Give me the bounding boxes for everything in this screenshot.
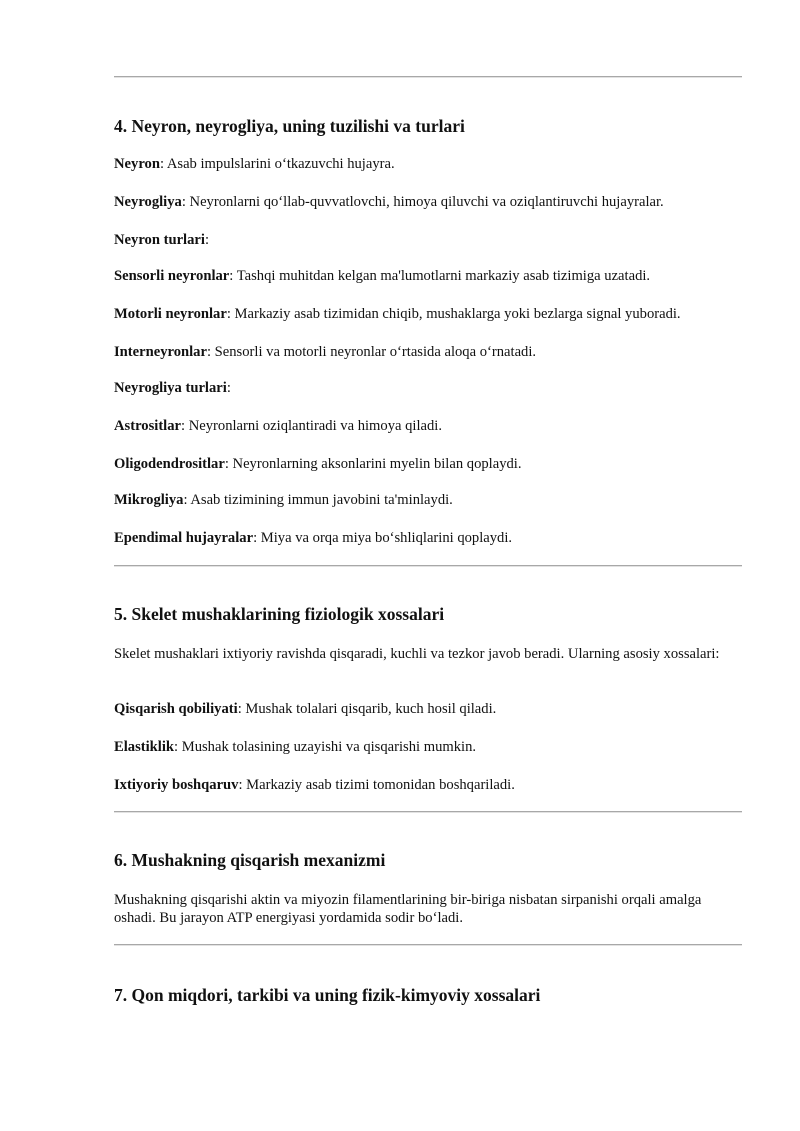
list-item: Sensorli neyronlar: Tashqi muhitdan kelgan ma'lumotlarni markaziy asab tizimiga uzatadi. <box>114 268 651 284</box>
list-item: Elastiklik: Mushak tolasining uzayishi va qisqarishi mumkin. <box>114 739 477 755</box>
term: Ixtiyoriy boshqaruv <box>114 777 239 793</box>
section-heading: 5. Skelet mushaklarining fiziologik xossalari <box>114 604 445 624</box>
list-item: Neyrogliya turlari: <box>114 380 231 396</box>
term: Mikrogliya <box>114 492 184 508</box>
paragraph: Mushakning qisqarishi aktin va miyozin filamentlarining bir-biriga nisbatan sirpanishi orqali amalga oshadi. Bu jarayon ATP energiyasi yordamida sodir bo‘ladi. <box>114 892 702 926</box>
list-item: Interneyronlar: Sensorli va motorli neyronlar o‘rtasida aloqa o‘rnatadi. <box>114 344 537 360</box>
term: Ependimal hujayralar <box>114 530 254 546</box>
divider <box>114 76 742 78</box>
section-heading: 4. Neyron, neyrogliya, uning tuzilishi va turlari <box>114 116 465 136</box>
section-heading: 6. Mushakning qisqarish mexanizmi <box>114 850 386 870</box>
divider <box>114 811 742 813</box>
list-item: Motorli neyronlar: Markaziy asab tizimidan chiqib, mushaklarga yoki bezlarga signal yuboradi. <box>114 306 681 322</box>
term: Elastiklik <box>114 739 175 755</box>
term: Oligodendrositlar <box>114 456 225 472</box>
term: Sensorli neyronlar <box>114 268 230 284</box>
paragraph: Skelet mushaklari ixtiyoriy ravishda qisqaradi, kuchli va tezkor javob beradi. Ularning asosiy xossalari: <box>114 646 720 662</box>
list-item: Mikrogliya: Asab tizimining immun javobini ta'minlaydi. <box>114 492 453 508</box>
list-item: Ependimal hujayralar: Miya va orqa miya bo‘shliqlarini qoplaydi. <box>114 530 513 546</box>
list-item: Oligodendrositlar: Neyronlarning aksonlarini myelin bilan qoplaydi. <box>114 456 522 472</box>
term: Qisqarish qobiliyati <box>114 701 238 717</box>
list-item: Neyron: Asab impulslarini o‘tkazuvchi hujayra. <box>114 156 395 172</box>
term: Neyron <box>114 156 160 172</box>
term: Interneyronlar <box>114 344 207 360</box>
term: Neyron turlari <box>114 232 205 248</box>
term: Motorli neyronlar <box>114 306 227 322</box>
list-item: Neyron turlari: <box>114 232 209 248</box>
list-item: Ixtiyoriy boshqaruv: Markaziy asab tizimi tomonidan boshqariladi. <box>114 777 515 793</box>
term: Neyrogliya <box>114 194 182 210</box>
term: Neyrogliya turlari <box>114 380 227 396</box>
list-item: Astrositlar: Neyronlarni oziqlantiradi va himoya qiladi. <box>114 418 443 434</box>
divider <box>114 565 742 567</box>
term: Astrositlar <box>114 418 182 434</box>
section-heading: 7. Qon miqdori, tarkibi va uning fizik-kimyoviy xossalari <box>114 985 541 1005</box>
divider <box>114 944 742 946</box>
list-item: Neyrogliya: Neyronlarni qo‘llab-quvvatlovchi, himoya qiluvchi va oziqlantiruvchi hujayralar. <box>114 194 664 210</box>
list-item: Qisqarish qobiliyati: Mushak tolalari qisqarib, kuch hosil qiladi. <box>114 701 497 717</box>
